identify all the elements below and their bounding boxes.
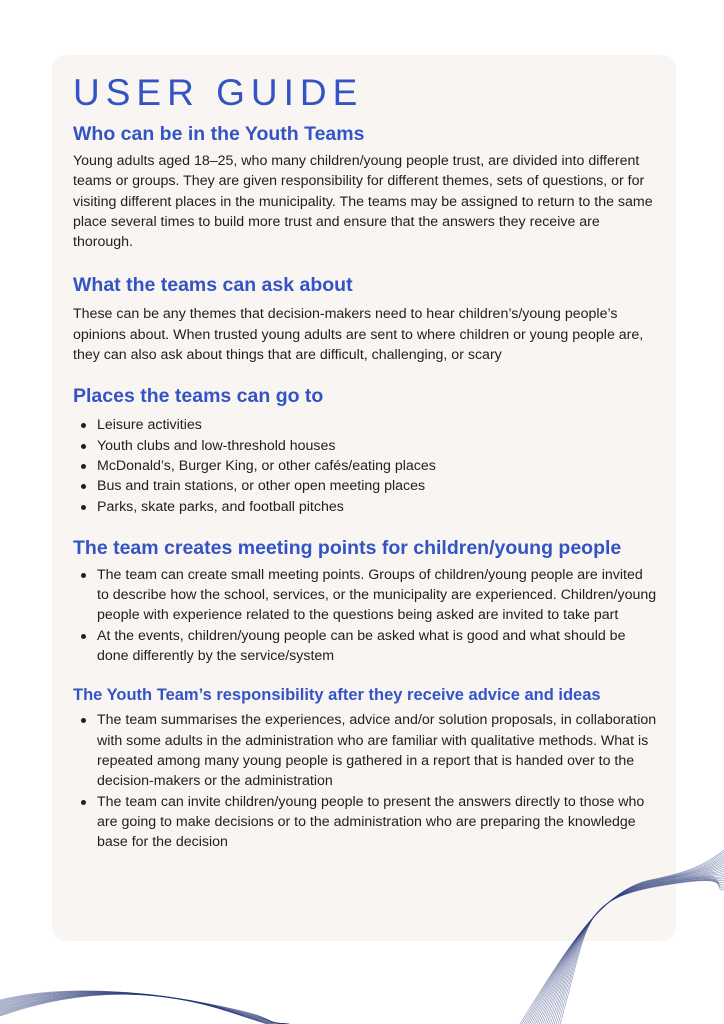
section-heading: Who can be in the Youth Teams [73,123,365,145]
list-item: Youth clubs and low-threshold houses [73,436,658,456]
places-list [73,415,658,516]
wave-line [0,994,290,1024]
wave-line [0,994,289,1024]
section-who [73,121,658,252]
section-body: Young adults aged 18–25, who many children/young people trust, are divided into different teams or groups. They are given responsibility for different themes, sets of questions, or for visiting different places in the municipality. The teams may be assigned to return to the same place several times to build more trust and ensure that the answers they receive are thorough. [73,153,653,251]
section-responsibility [73,684,658,852]
list-item: McDonald’s, Burger King, or other cafés/eating places [73,456,658,476]
section-places [73,383,658,516]
section-heading: The team creates meeting points for children/young people [73,536,622,559]
wave-line [0,993,284,1024]
responsibility-list [73,710,658,852]
wave-line [0,992,283,1024]
wave-line [0,992,283,1024]
wave-line [0,991,280,1024]
section-what [73,272,658,365]
wave-line [0,994,288,1024]
list-item: The team summarises the experiences, advice and/or solution proposals, in collaboration with some adults in the administration who are familiar with qualitative methods. What is repeated among many young people is gathered in a report that is handed over to the decision-makers or the administration [73,710,658,791]
wave-line [0,994,288,1024]
page-title: USER GUIDE [73,72,364,113]
section-heading: What the teams can ask about [73,274,353,297]
section-heading: The Youth Team’s responsibility after they receive advice and ideas [73,686,601,705]
wave-line [0,993,285,1024]
section-body: These can be any themes that decision-makers need to hear children’s/young people’s opinions about. When trusted young adults are sent to where children or young people are, they can also ask about things that are difficult, challenging, or scary [73,306,644,364]
wave-line [0,991,281,1024]
list-item: The team can invite children/young people to present the answers directly to those who are going to make decisions or to the administration who are preparing the knowledge base for the decision [73,792,658,853]
wave-line [0,993,286,1024]
list-item: Parks, skate parks, and football pitches [73,497,658,517]
section-meeting-points [73,535,658,666]
wave-line [0,991,281,1024]
meeting-points-list [73,565,658,666]
list-item: Leisure activities [73,415,658,435]
wave-line [0,992,282,1024]
guide-content [73,70,658,852]
wave-line [0,993,285,1024]
list-item: Bus and train stations, or other open meeting places [73,476,658,496]
wave-line [0,993,284,1024]
section-heading: Places the teams can go to [73,385,324,408]
list-item: The team can create small meeting points. Groups of children/young people are invited to describe how the school, services, or the municipality are experienced. Children/young people with experience related to the questions being asked are invited to take part [73,565,658,626]
wave-line [0,994,289,1024]
wave-line [0,992,282,1024]
wave-line [0,993,286,1024]
wave-line [0,994,287,1024]
wave-line [0,994,287,1024]
list-item: At the events, children/young people can be asked what is good and what should be done differently by the service/system [73,626,658,667]
